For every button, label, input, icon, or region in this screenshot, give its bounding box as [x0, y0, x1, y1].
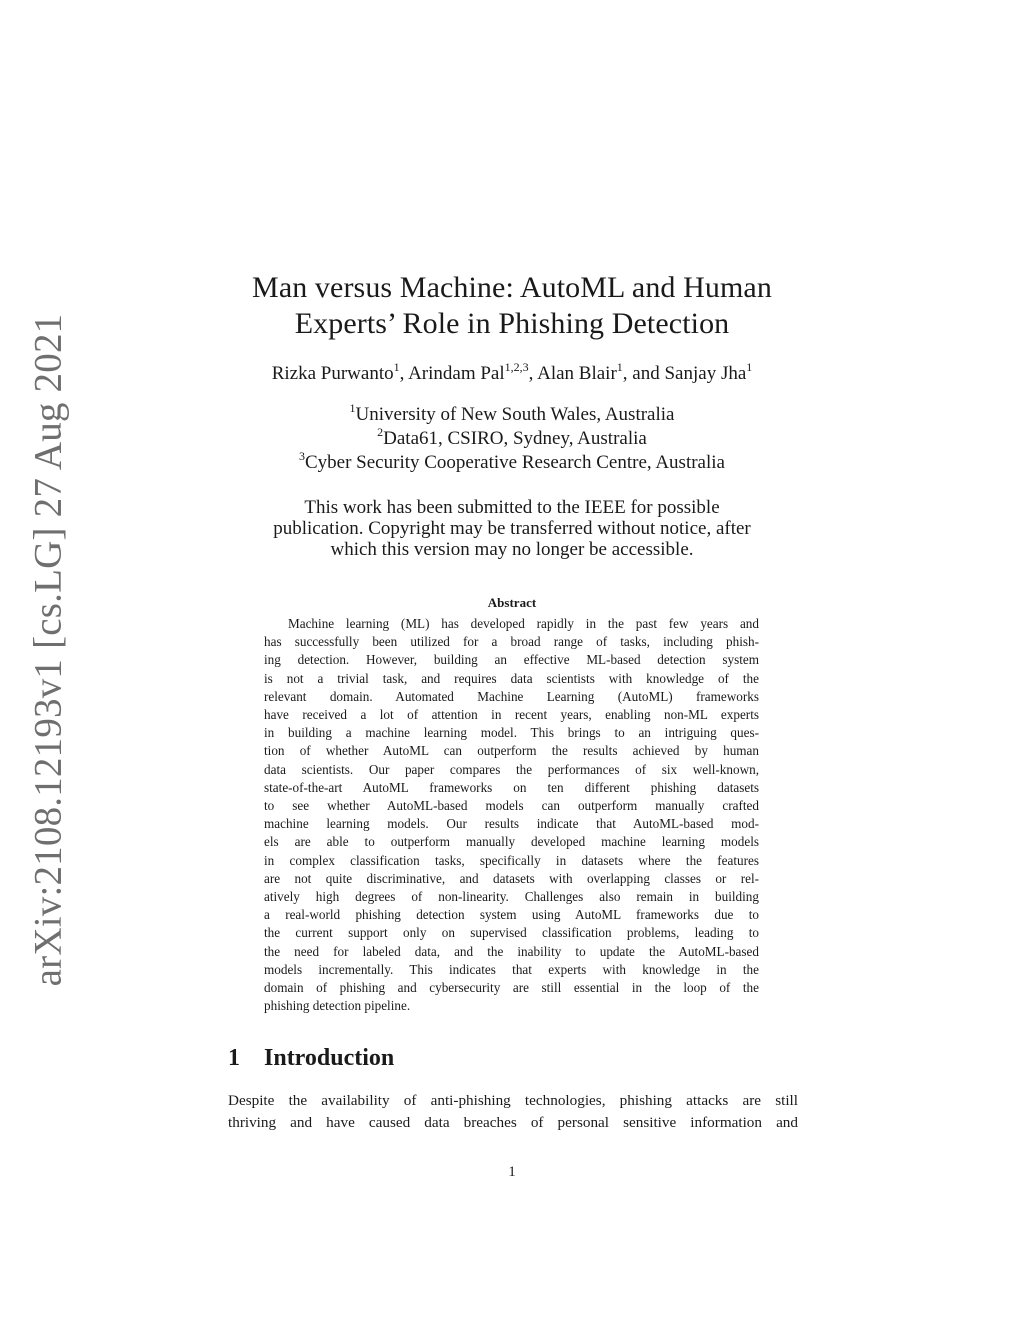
author-name: Alan Blair	[537, 363, 617, 384]
introduction-line: thriving and have caused data breaches of personal sensitive information and	[228, 1114, 798, 1131]
abstract-line: to see whether AutoML-based models can outperform manually crafted	[264, 798, 759, 814]
affiliation	[0, 451, 1024, 475]
author-affiliation-mark: 1	[393, 360, 400, 374]
abstract-line: phishing detection pipeline.	[264, 998, 411, 1014]
author-name: Rizka Purwanto	[271, 363, 394, 384]
abstract-line: data scientists. Our paper compares the performances of six well-known,	[264, 761, 759, 777]
affiliation-text: University of New South Wales, Australia	[355, 404, 675, 425]
abstract-line: atively high degrees of non-linearity. Challenges also remain in building	[264, 889, 759, 905]
author-name: Sanjay Jha	[664, 363, 747, 384]
introduction-body	[228, 1090, 798, 1134]
copyright-notice	[0, 497, 1024, 560]
affiliation-list	[0, 403, 1024, 475]
title-line: Man versus Machine: AutoML and Human	[252, 271, 772, 304]
abstract-line: ing detection. However, building an effective ML-based detection system	[264, 652, 759, 668]
abstract-line: state-of-the-art AutoML frameworks on ten different phishing datasets	[264, 779, 759, 795]
affiliation-mark: 2	[377, 425, 384, 439]
title-line: Experts’ Role in Phishing Detection	[294, 307, 730, 340]
abstract-line: a real-world phishing detection system using AutoML frameworks due to	[264, 907, 759, 923]
abstract-line: models incrementally. This indicates that experts with knowledge in the	[264, 961, 759, 977]
introduction-line: Despite the availability of anti-phishing technologies, phishing attacks are still	[228, 1092, 798, 1109]
abstract-line: in complex classification tasks, specifically in datasets where the features	[264, 852, 759, 868]
abstract-line: domain of phishing and cybersecurity are still essential in the loop of the	[264, 980, 759, 996]
notice-line: This work has been submitted to the IEEE for possible	[304, 497, 720, 518]
arxiv-identifier: arXiv:2108.12193v1 [cs.LG] 27 Aug 2021	[26, 313, 70, 987]
affiliation	[0, 427, 1024, 451]
abstract-line: tion of whether AutoML can outperform the results achieved by human	[264, 743, 759, 759]
author-separator: ,	[399, 363, 409, 384]
affiliation	[0, 403, 1024, 427]
author-separator: , and	[622, 363, 665, 384]
author-name: Arindam Pal	[408, 363, 505, 384]
affiliation-mark: 3	[299, 449, 305, 463]
affiliation-mark: 1	[349, 401, 356, 415]
author-affiliation-mark: 1	[746, 360, 753, 374]
abstract-line: machine learning models. Our results indicate that AutoML-based mod-	[264, 816, 759, 832]
abstract-body	[264, 615, 759, 1015]
abstract-line: has successfully been utilized for a broad range of tasks, including phish-	[264, 634, 759, 650]
author-list	[0, 362, 1024, 386]
abstract-line: the current support only on supervised classification problems, leading to	[264, 925, 759, 941]
section-title: Introduction	[264, 1045, 395, 1071]
abstract-line: Machine learning (ML) has developed rapidly in the past few years and	[288, 616, 759, 631]
abstract-heading: Abstract	[487, 595, 537, 610]
notice-line: publication. Copyright may be transferred without notice, after	[273, 518, 751, 539]
section-number: 1	[228, 1045, 240, 1071]
affiliation-text: Data61, CSIRO, Sydney, Australia	[383, 428, 647, 449]
abstract-line: els are able to outperform manually developed machine learning models	[264, 834, 759, 850]
abstract-line: relevant domain. Automated Machine Learning (AutoML) frameworks	[264, 688, 759, 704]
abstract-line: is not a trivial task, and requires data scientists with knowledge of the	[264, 670, 759, 686]
author-affiliation-mark: 1,2,3	[504, 360, 529, 374]
abstract-line: have received a lot of attention in recent years, enabling non-ML experts	[264, 707, 759, 723]
abstract-line: the need for labeled data, and the inability to update the AutoML-based	[264, 943, 759, 959]
author-affiliation-mark: 1	[616, 360, 623, 374]
abstract-line: are not quite discriminative, and datasets with overlapping classes or rel-	[264, 870, 759, 886]
paper-title	[0, 270, 1024, 342]
notice-line: which this version may no longer be accessible.	[330, 539, 694, 560]
affiliation-text: Cyber Security Cooperative Research Centre, Australia	[305, 452, 725, 473]
author-separator: ,	[528, 363, 538, 384]
section-heading	[228, 1043, 394, 1073]
abstract-line: in building a machine learning model. This brings to an intriguing ques-	[264, 725, 759, 741]
page-number: 1	[508, 1164, 516, 1180]
